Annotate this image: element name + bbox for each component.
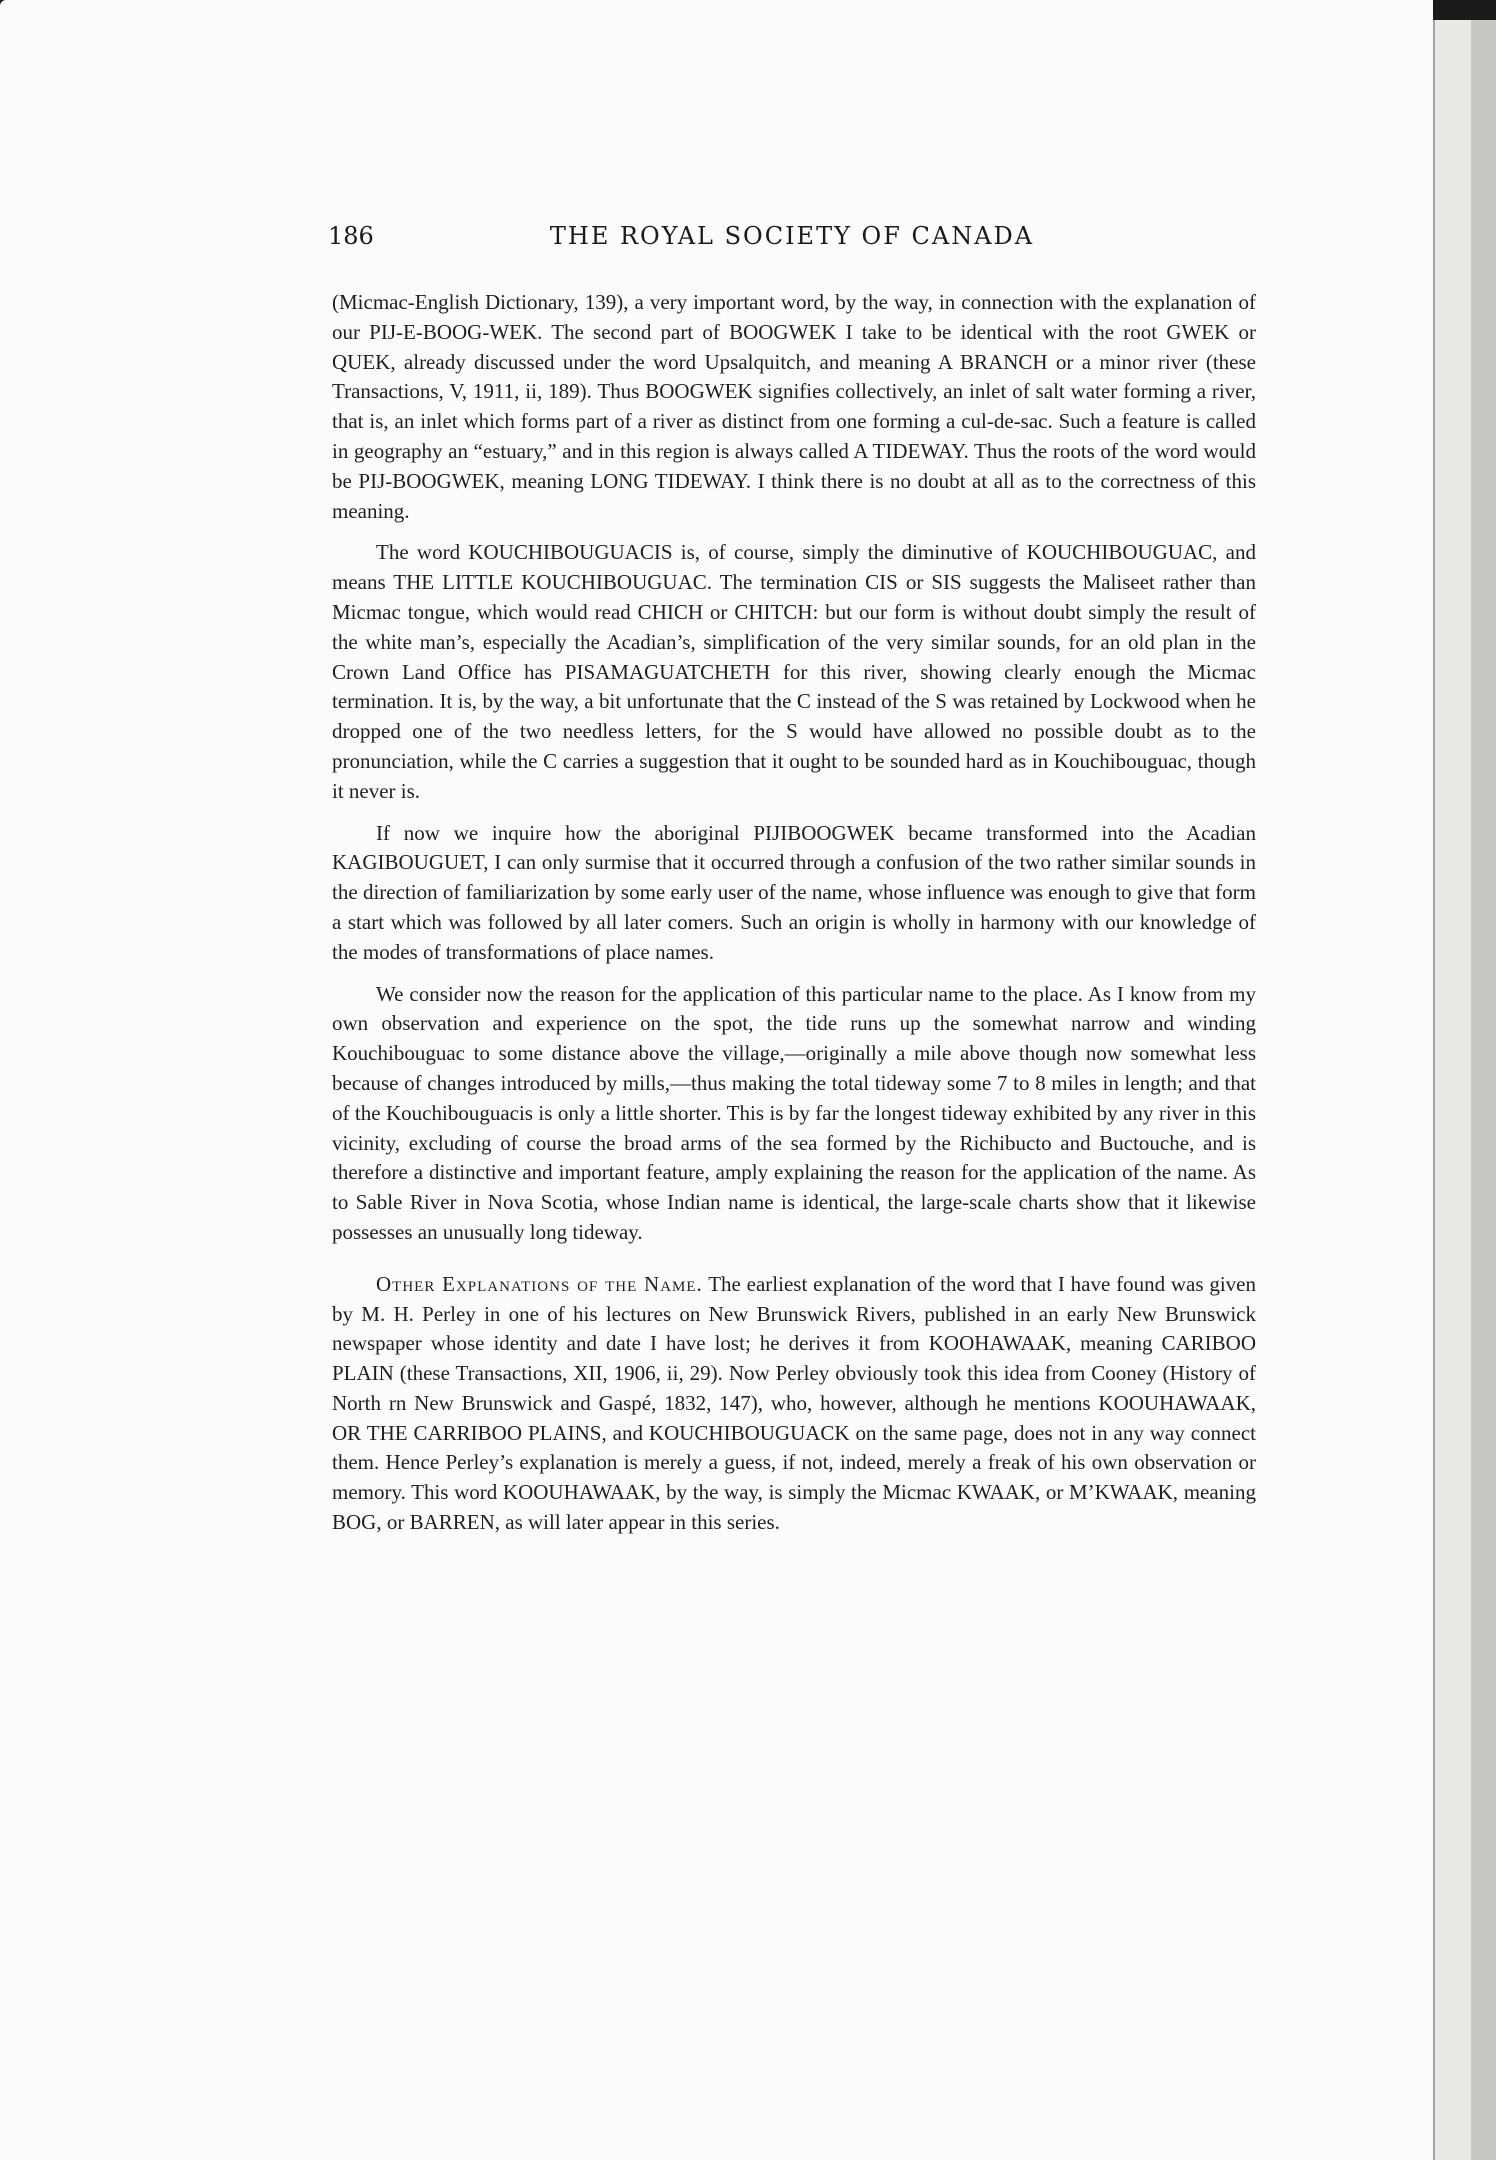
section-heading: Other Explanations of the Name. [376, 1271, 703, 1296]
paragraph-transformation: If now we inquire how the aboriginal PIJIBOOGWEK became transformed into the Acadian KAGIBOUGUET, I can only surmise that it occurred through a confusion of the two rather similar sounds in the direction of familiarization by some early user of the name, whose influence was enough to give that form a start which was followed by all later comers. Such an origin is wholly in harmony with our knowledge of the modes of transformations of place names. [332, 820, 1256, 964]
section-text: The earliest explanation of the word that I have found was given by M. H. Perley in one of his lectures on New Brunswick Rivers, published in an early New Brunswick newspaper whose identity and date I have lost; he derives it from KOOHAWAAK, meaning CARIBOO PLAIN (these Transactions, XII, 1906, ii, 29). Now Perley obviously took this idea from Cooney (History of North rn New Brunswick and Gaspé, 1832, 147), who, however, although he mentions KOOUHAWAAK, OR THE CARRIBOO PLAINS, and KOUCHIBOUGUACK on the same page, does not in any way connect them. Hence Perley’s explanation is merely a guess, if not, indeed, merely a freak of his own observation or memory. This word KOOUHAWAAK, by the way, is simply the Micmac KWAAK, or M’KWAAK, meaning BOG, or BARREN, as will later appear in this series. [332, 1271, 1256, 1535]
paragraph-reason-for-name: We consider now the reason for the application of this particular name to the place. As I know from my own observation and experience on the spot, the tide runs up the somewhat narrow and winding Kouchibouguac to some distance above the village,—originally a mile above though now somewhat less because of changes introduced by mills,—thus making the total tideway some 7 to 8 miles in length; and that of the Kouchibouguacis is only a little shorter. This is by far the longest tideway exhibited by any river in this vicinity, excluding of course the broad arms of the sea formed by the Richibucto and Buctouche, and is therefore a distinctive and important feature, amply explaining the reason for the application of the name. As to Sable River in Nova Scotia, whose Indian name is identical, the large-scale charts show that it likewise possesses an unusually long tideway. [332, 981, 1256, 1244]
book-outer-edge [1471, 20, 1496, 2160]
paragraph-other-explanations [332, 1270, 1256, 1538]
book-spine-page-edge [1433, 20, 1475, 2160]
running-head [328, 222, 1256, 258]
body-text [332, 288, 1256, 1538]
paragraph-kouchibouguacis: The word KOUCHIBOUGUACIS is, of course, simply the diminutive of KOUCHIBOUGUAC, and means THE LITTLE KOUCHIBOUGUAC. The termination CIS or SIS suggests the Maliseet rather than Micmac tongue, which would read CHICH or CHITCH: but our form is without doubt simply the result of the white man’s, especially the Acadian’s, simplification of the very similar sounds, for an old plan in the Crown Land Office has PISAMAGUATCHETH for this river, showing clearly enough the Micmac termination. It is, by the way, a bit unfortunate that the C instead of the S was retained by Lockwood when he dropped one of the two needless letters, for the S would have allowed no possible doubt as to the pronunciation, while the C carries a suggestion that it ought to be sounded hard as in Kouchibouguac, though it never is. [332, 540, 1256, 803]
journal-title: THE ROYAL SOCIETY OF CANADA [549, 222, 1035, 250]
paragraph-continuation: (Micmac-English Dictionary, 139), a very important word, by the way, in connection with the explanation of our PIJ-E-BOOG-WEK. The second part of BOOGWEK I take to be identical with the root GWEK or QUEK, already discussed under the word Upsalquitch, and meaning A BRANCH or a minor river (these Transactions, V, 1911, ii, 189). Thus BOOGWEK signifies collectively, an inlet of salt water forming a river, that is, an inlet which forms part of a river as distinct from one forming a cul-de-sac. Such a feature is called in geography an “estuary,” and in this region is always called A TIDEWAY. Thus the roots of the word would be PIJ-BOOGWEK, meaning LONG TIDEWAY. I think there is no doubt at all as to the correctness of this meaning. [332, 290, 1256, 523]
page-number: 186 [328, 222, 374, 250]
